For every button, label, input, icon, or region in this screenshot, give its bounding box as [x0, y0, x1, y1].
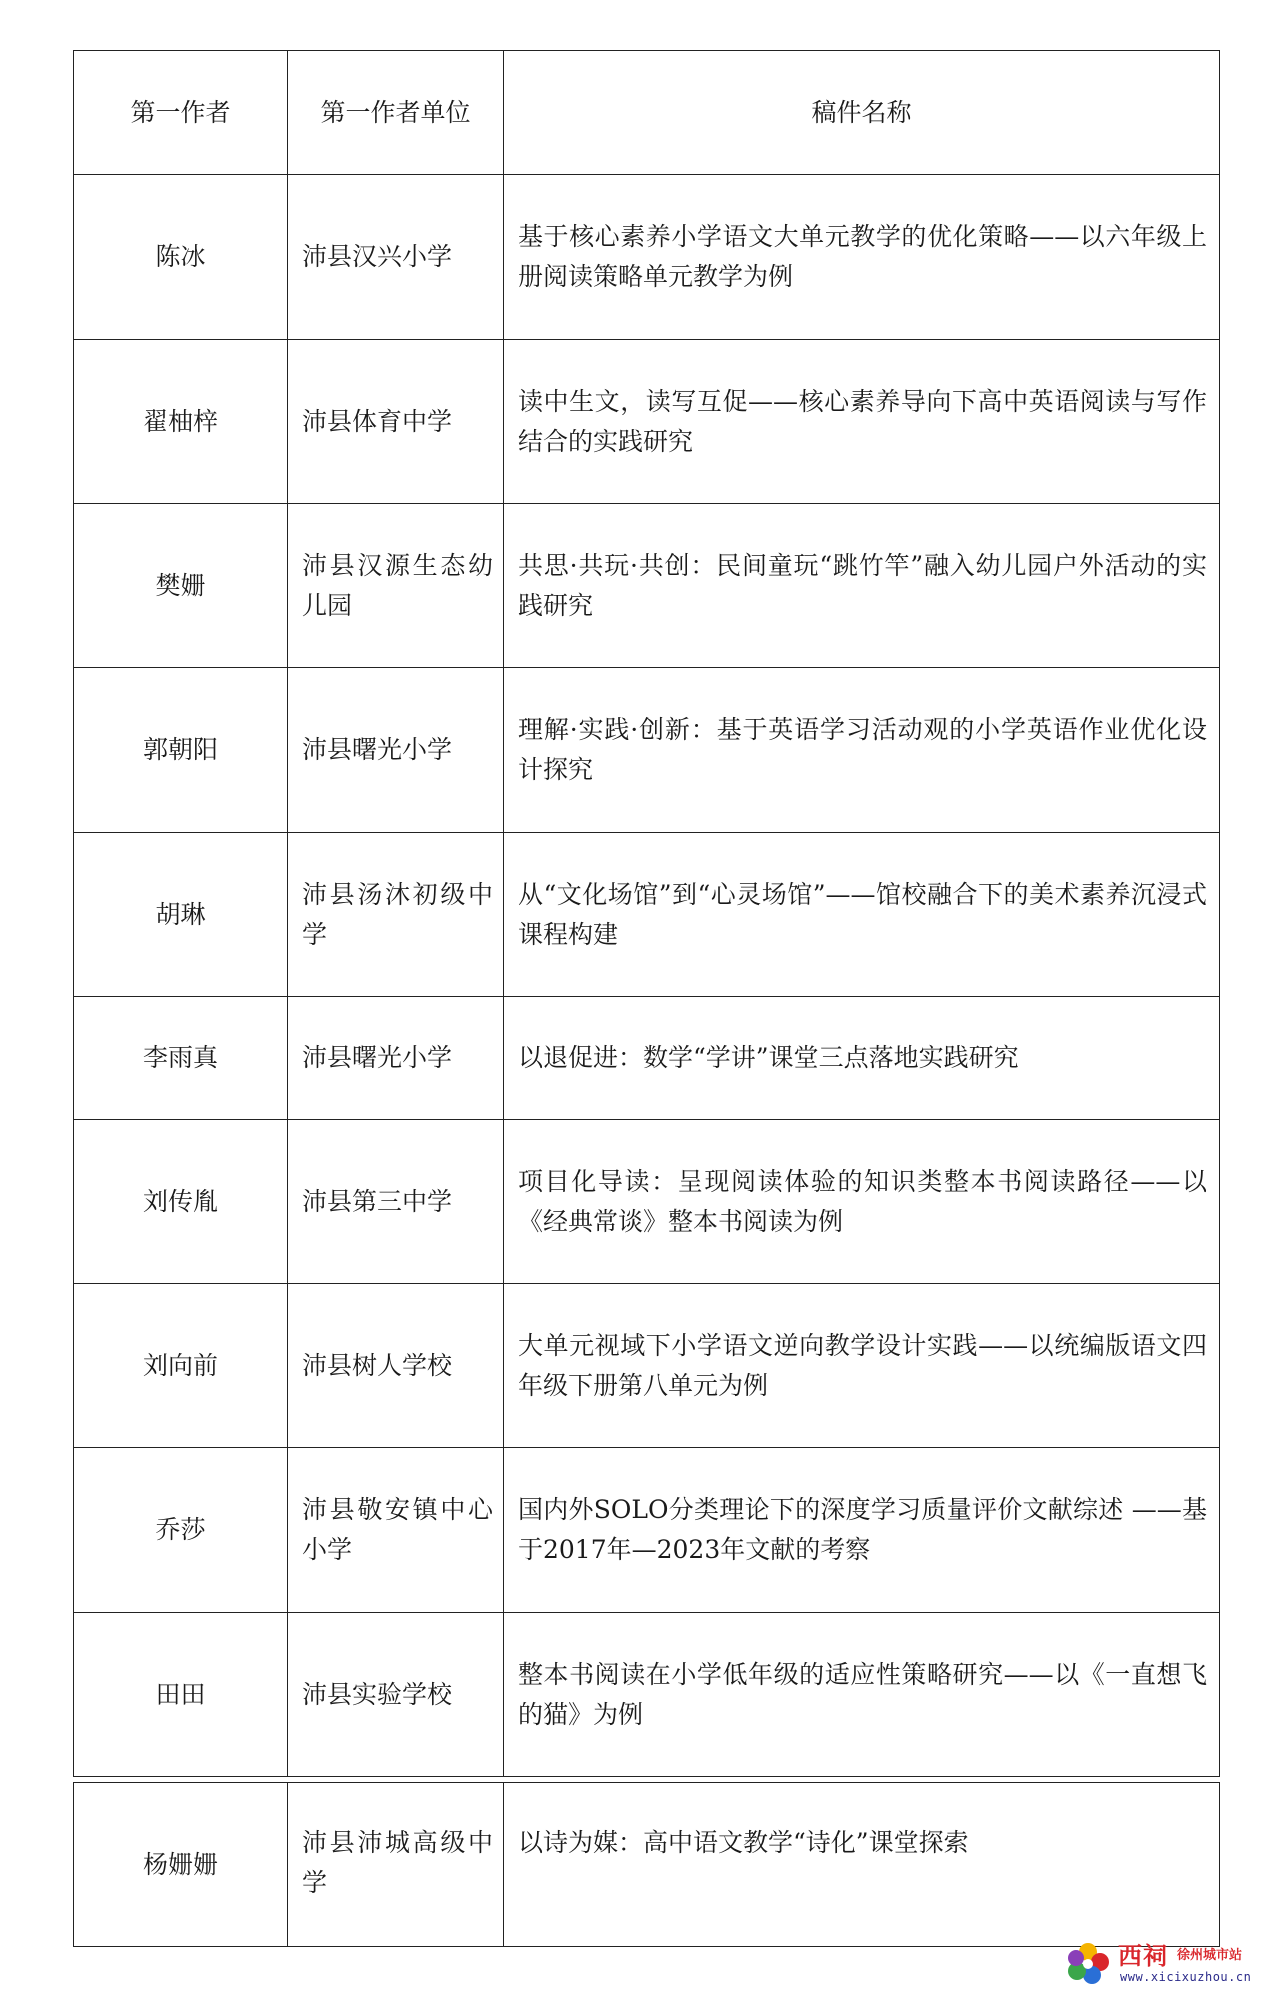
submissions-table: [73, 50, 1220, 1777]
title-cell: 从“文化场馆”到“心灵场馆”——馆校融合下的美术素养沉浸式课程构建: [504, 833, 1220, 997]
title-cell: 共思·共玩·共创：民间童玩“跳竹竿”融入幼儿园户外活动的实践研究: [504, 504, 1220, 668]
table-row: [74, 175, 1220, 340]
unit-cell: 沛县体育中学: [288, 340, 504, 504]
author-cell: 杨姗姗: [74, 1783, 288, 1947]
table-row: [74, 340, 1220, 504]
table-row: [74, 504, 1220, 668]
flower-logo-icon: [1062, 1938, 1114, 1990]
unit-cell: 沛县树人学校: [288, 1284, 504, 1448]
table-row: [74, 833, 1220, 997]
author-cell: 乔莎: [74, 1448, 288, 1613]
author-cell: 胡琳: [74, 833, 288, 997]
table-row: [74, 1613, 1220, 1777]
header-unit: 第一作者单位: [288, 51, 504, 175]
table-row: [74, 997, 1220, 1120]
unit-cell: 沛县汉源生态幼儿园: [288, 504, 504, 668]
title-cell: 读中生文，读写互促——核心素养导向下高中英语阅读与写作结合的实践研究: [504, 340, 1220, 504]
author-cell: 刘传胤: [74, 1120, 288, 1284]
watermark-url: www.xicixuzhou.cn: [1120, 1970, 1252, 1984]
table-row: [74, 1284, 1220, 1448]
title-cell: 以诗为媒：高中语文教学“诗化”课堂探索: [504, 1783, 1220, 1947]
table-row: [74, 1120, 1220, 1284]
title-cell: 大单元视域下小学语文逆向教学设计实践——以统编版语文四年级下册第八单元为例: [504, 1284, 1220, 1448]
site-watermark: [1062, 1932, 1272, 1992]
watermark-brand: 西祠: [1118, 1942, 1168, 1970]
author-cell: 翟柚梓: [74, 340, 288, 504]
title-cell: 理解·实践·创新：基于英语学习活动观的小学英语作业优化设计探究: [504, 668, 1220, 833]
title-cell: 项目化导读：呈现阅读体验的知识类整本书阅读路径——以《经典常谈》整本书阅读为例: [504, 1120, 1220, 1284]
unit-cell: 沛县第三中学: [288, 1120, 504, 1284]
author-cell: 李雨真: [74, 997, 288, 1120]
author-cell: 陈冰: [74, 175, 288, 340]
table-row: [74, 1448, 1220, 1613]
unit-cell: 沛县沛城高级中学: [288, 1783, 504, 1947]
unit-cell: 沛县汉兴小学: [288, 175, 504, 340]
unit-cell: 沛县实验学校: [288, 1613, 504, 1777]
title-cell: 以退促进：数学“学讲”课堂三点落地实践研究: [504, 997, 1220, 1120]
title-cell: 整本书阅读在小学低年级的适应性策略研究——以《一直想飞的猫》为例: [504, 1613, 1220, 1777]
watermark-site: 徐州城市站: [1177, 1948, 1243, 1963]
unit-cell: 沛县曙光小学: [288, 997, 504, 1120]
author-cell: 刘向前: [74, 1284, 288, 1448]
unit-cell: 沛县汤沐初级中学: [288, 833, 504, 997]
header-author: 第一作者: [74, 51, 288, 175]
title-cell: 国内外SOLO分类理论下的深度学习质量评价文献综述 ——基于2017年—2023年文献的考察: [504, 1448, 1220, 1613]
author-cell: 樊姗: [74, 504, 288, 668]
table-row: [74, 668, 1220, 833]
title-cell: 基于核心素养小学语文大单元教学的优化策略——以六年级上册阅读策略单元教学为例: [504, 175, 1220, 340]
header-title: 稿件名称: [504, 51, 1220, 175]
unit-cell: 沛县曙光小学: [288, 668, 504, 833]
submissions-table-continued: [73, 1782, 1220, 1947]
table-row: [74, 1783, 1220, 1947]
author-cell: 郭朝阳: [74, 668, 288, 833]
header-row: [74, 51, 1220, 175]
author-cell: 田田: [74, 1613, 288, 1777]
unit-cell: 沛县敬安镇中心小学: [288, 1448, 504, 1613]
